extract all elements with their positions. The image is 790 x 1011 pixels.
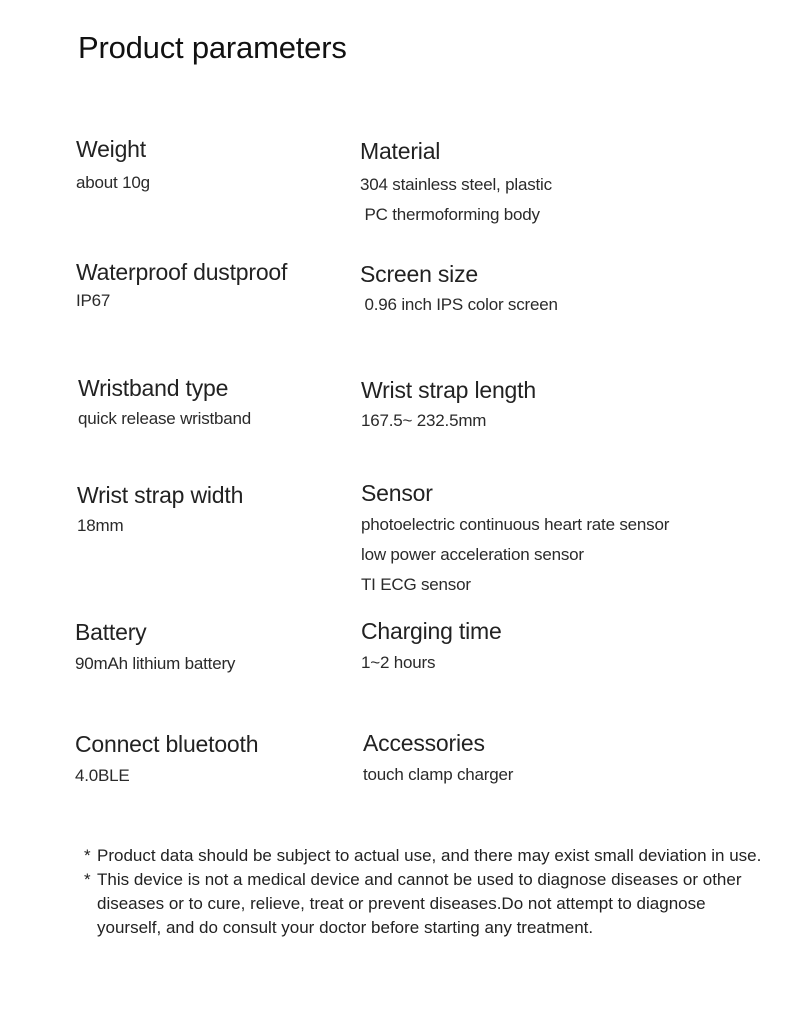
param-screen-size [360,259,558,320]
param-label: Material [360,138,441,164]
param-value: 1~2 hours [361,653,436,672]
param-value: 90mAh lithium battery [75,654,236,673]
param-charging-time [361,616,502,678]
note-bullet: * [84,846,91,865]
param-label: Battery [75,619,147,645]
param-material [360,136,552,230]
param-label: Sensor [361,480,433,506]
disclaimer-notes [84,844,774,940]
param-value: photoelectric continuous heart rate sensor [361,515,670,534]
param-value: IP67 [76,291,111,310]
param-connect-bluetooth [75,729,258,791]
param-value: TI ECG sensor [361,575,471,594]
note-bullet: * [84,870,91,889]
param-value: touch clamp charger [363,765,514,784]
param-weight [76,134,150,198]
note-text: Product data should be subject to actual use, and there may exist small deviation in use. [97,846,762,865]
param-value: low power acceleration sensor [361,545,584,564]
param-label: Screen size [360,261,478,287]
param-value: about 10g [76,173,150,192]
param-value: 4.0BLE [75,766,130,785]
param-label: Wristband type [78,375,229,401]
param-value: 18mm [77,516,124,535]
page-title: Product parameters [78,30,347,65]
note-item [84,868,774,940]
param-wrist-strap-length [361,375,536,436]
param-value: 167.5~ 232.5mm [361,411,487,430]
param-label: Wrist strap width [77,482,244,508]
param-wrist-strap-width [77,480,243,541]
param-label: Connect bluetooth [75,731,259,757]
param-waterproof [76,257,287,316]
param-label: Waterproof dustproof [76,259,288,285]
param-wristband-type [78,373,251,434]
param-label: Weight [76,136,146,162]
param-value: 304 stainless steel, plastic [360,175,552,194]
param-battery [75,617,235,679]
param-value: PC thermoforming body [360,205,540,224]
param-accessories [363,728,513,790]
param-sensor [361,478,669,600]
param-label: Wrist strap length [361,377,536,403]
note-text: This device is not a medical device and cannot be used to diagnose diseases or other diseases or to cure, relieve, treat or prevent diseases.Do not attempt to diagnose yourself, and do consult your doctor before starting any treatment. [97,870,742,937]
param-value: 0.96 inch IPS color screen [360,295,558,314]
param-value: quick release wristband [78,409,252,428]
param-label: Charging time [361,618,502,644]
note-item [84,844,774,868]
param-label: Accessories [363,730,485,756]
